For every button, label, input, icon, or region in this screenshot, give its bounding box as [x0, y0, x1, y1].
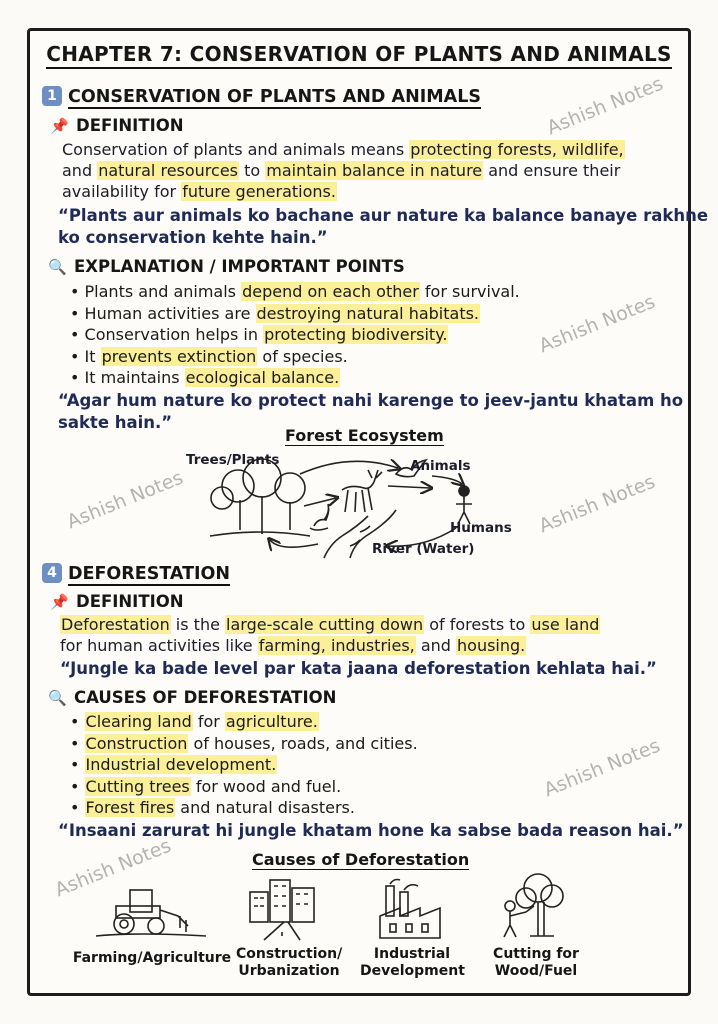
trees-label: Trees/Plants	[186, 452, 280, 468]
list-item: • Forest fires and natural disasters.	[70, 797, 418, 819]
watermark: Ashish Notes	[535, 290, 659, 358]
explanation-heading: 🔍 EXPLANATION / IMPORTANT POINTS	[48, 257, 405, 276]
hinglish-quote: “Plants aur animals ko bachane aur nature ka balance banaye rakhne ko conservation kehte hain.”	[58, 206, 709, 247]
river-label: River (Water)	[372, 541, 475, 557]
list-item: • Cutting trees for wood and fuel.	[70, 776, 418, 798]
definition-heading: 📌 DEFINITION	[50, 592, 184, 611]
deer-icon	[342, 470, 382, 512]
human-icon	[456, 486, 472, 524]
cutting-caption: Cutting for Wood/Fuel	[493, 946, 579, 979]
list-item: • It prevents extinction of species.	[70, 346, 520, 368]
watermark: Ashish Notes	[543, 72, 667, 140]
definition-text: Deforestation is the large-scale cutting down of forests to use land for human activities like farming, industries, and housing.	[60, 615, 600, 655]
hinglish-quote: “Insaani zarurat hi jungle khatam hone ka sabse bada reason hai.”	[58, 821, 684, 840]
buildings-icon	[244, 876, 330, 942]
list-item: • Conservation helps in protecting biodiversity.	[70, 324, 520, 346]
construction-caption: Construction/ Urbanization	[236, 946, 343, 979]
section-number-badge: 1	[42, 86, 62, 106]
chapter-title: CHAPTER 7: CONSERVATION OF PLANTS AND ANIMALS	[0, 42, 718, 66]
farming-caption: Farming/Agriculture	[72, 950, 232, 966]
section-number-badge: 4	[42, 563, 62, 583]
section4-heading: 4 DEFORESTATION	[42, 563, 230, 584]
magnifier-icon: 🔍	[48, 258, 67, 276]
watermark: Ashish Notes	[63, 466, 187, 534]
list-item: • It maintains ecological balance.	[70, 367, 520, 389]
causes-heading: 🔍 CAUSES OF DEFORESTATION	[48, 688, 337, 707]
ecosystem-title: Forest Ecosystem	[285, 426, 444, 445]
watermark: Ashish Notes	[535, 470, 659, 538]
magnifier-icon: 🔍	[48, 689, 67, 707]
factory-icon	[376, 878, 452, 942]
important-points-list	[70, 281, 520, 389]
animals-label: Animals	[410, 458, 471, 474]
humans-label: Humans	[450, 520, 512, 536]
pushpin-icon: 📌	[50, 593, 69, 611]
list-item: • Clearing land for agriculture.	[70, 711, 418, 733]
watermark: Ashish Notes	[51, 834, 175, 902]
causes-list	[70, 711, 418, 819]
list-item: • Human activities are destroying natural habitats.	[70, 303, 520, 325]
watermark: Ashish Notes	[540, 734, 664, 802]
tractor-icon	[96, 880, 206, 942]
pushpin-icon: 📌	[50, 117, 69, 135]
hinglish-quote: “Jungle ka bade level par kata jaana deforestation kehlata hai.”	[60, 659, 657, 678]
list-item: • Construction of houses, roads, and cities.	[70, 733, 418, 755]
definition-text: Conservation of plants and animals means protecting forests, wildlife, and natural resources to maintain balance in nature and ensure their availability for future generations.	[62, 140, 624, 201]
tree-cutting-icon	[494, 872, 570, 942]
rabbit-icon	[310, 504, 329, 530]
definition-heading: 📌 DEFINITION	[50, 116, 184, 135]
section1-heading: 1 CONSERVATION OF PLANTS AND ANIMALS	[42, 86, 481, 107]
list-item: • Industrial development.	[70, 754, 418, 776]
industrial-caption: Industrial Development	[360, 946, 465, 979]
list-item: • Plants and animals depend on each other for survival.	[70, 281, 520, 303]
causes-diagram-title: Causes of Deforestation	[252, 850, 470, 869]
tree-icon	[210, 459, 310, 536]
hinglish-quote: “Agar hum nature ko protect nahi karenge to jeev-jantu khatam ho sakte hain.”	[58, 391, 684, 432]
